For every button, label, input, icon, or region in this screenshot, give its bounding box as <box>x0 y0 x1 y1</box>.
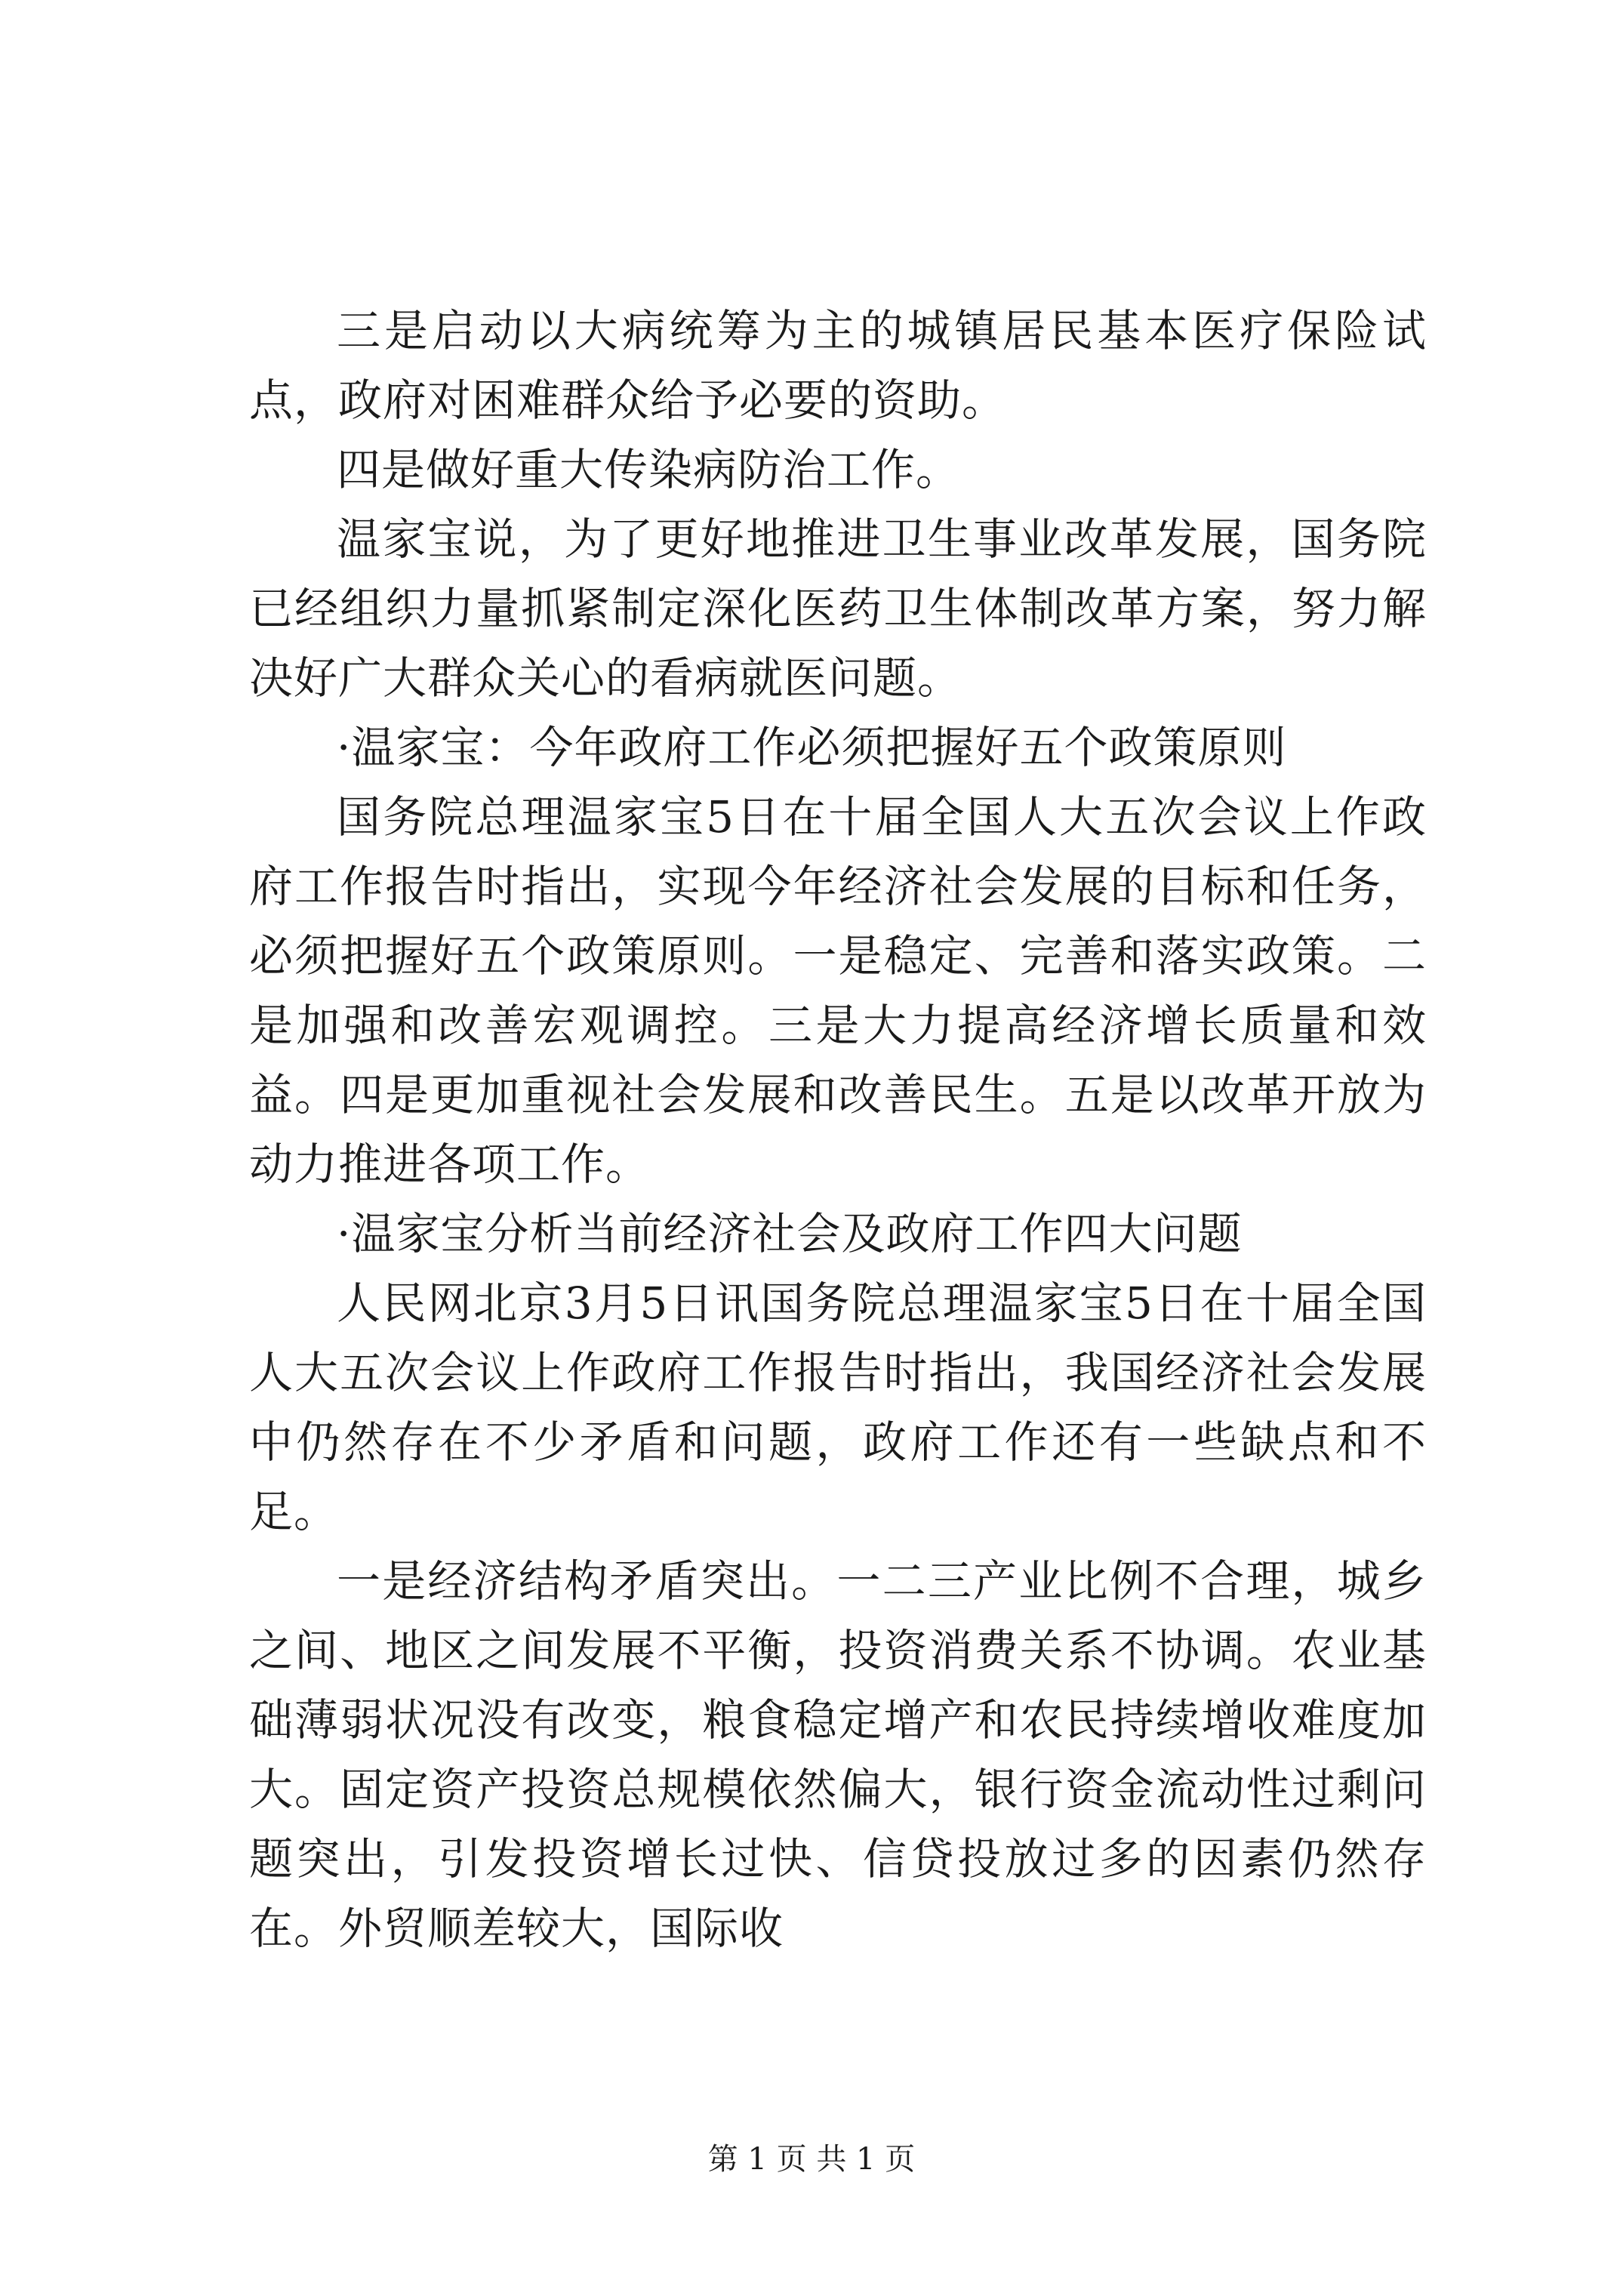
section-heading-four-problems: ·温家宝分析当前经济社会及政府工作四大问题 <box>337 1208 1243 1259</box>
paragraph-3: 温家宝说，为了更好地推进卫生事业改革发展，国务院已经组织力量抓紧制定深化医药卫生体制改革方案，努力解决好广大群众关心的看病就医问题。 <box>249 513 1427 704</box>
paragraph-2: 四是做好重大传染病防治工作。 <box>337 444 961 495</box>
paragraph-1: 三是启动以大病统筹为主的城镇居民基本医疗保险试点，政府对困难群众给予必要的资助。 <box>249 305 1427 426</box>
document-body <box>249 296 1427 1963</box>
paragraph-8: 一是经济结构矛盾突出。一二三产业比例不合理，城乡之间、地区之间发展不平衡，投资消费关系不协调。农业基础薄弱状况没有改变，粮食稳定增产和农民持续增收难度加大。固定资产投资总规模依然偏大，银行资金流动性过剩问题突出，引发投资增长过快、信贷投放过多的因素仍然存在。外贸顺差较大，国际收 <box>249 1555 1427 1954</box>
section-heading-policy-principles: ·温家宝：今年政府工作必须把握好五个政策原则 <box>337 722 1287 773</box>
page-footer: 第 1 页 共 1 页 <box>707 2142 916 2177</box>
paragraph-5: 国务院总理温家宝5日在十届全国人大五次会议上作政府工作报告时指出，实现今年经济社会发展的目标和任务，必须把握好五个政策原则。一是稳定、完善和落实政策。二是加强和改善宏观调控。三是大力提高经济增长质量和效益。四是更加重视社会发展和改善民生。五是以改革开放为动力推进各项工作。 <box>249 791 1427 1190</box>
paragraph-7: 人民网北京3月5日讯国务院总理温家宝5日在十届全国人大五次会议上作政府工作报告时指出，我国经济社会发展中仍然存在不少矛盾和问题，政府工作还有一些缺点和不足。 <box>249 1277 1427 1537</box>
